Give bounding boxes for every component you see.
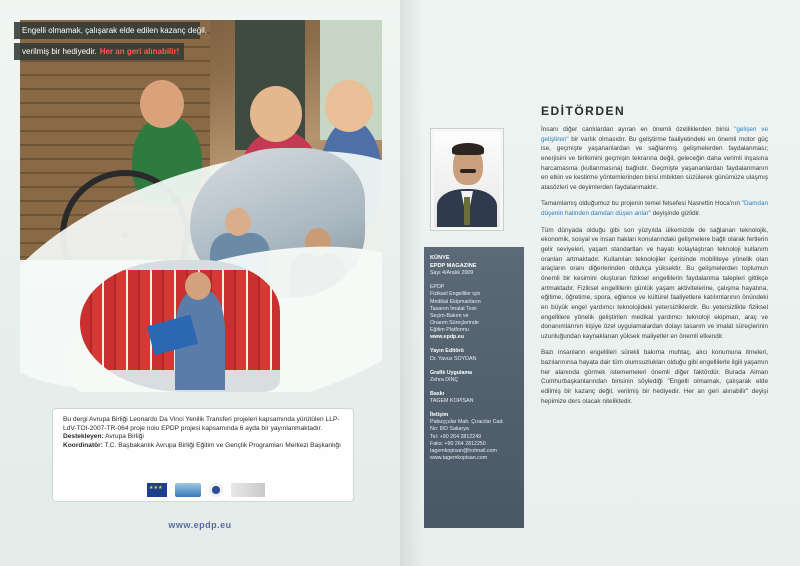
ua-logo [209,483,223,497]
right-page [400,0,800,566]
print-block [430,391,518,405]
coordinator-label: Koordinatör: [63,442,103,450]
supporter-line [63,433,343,442]
portrait-mustache [460,169,476,173]
contact-line: Tel: +90 264 2812249 [430,433,482,440]
photo-collage [20,20,382,392]
worker-head [185,272,211,300]
slogan-accent: Her an geri alınabilir! [99,47,180,56]
article-paragraph-2 [541,199,768,218]
editor-portrait [430,128,504,231]
supporter-label: Destekleyen: [63,433,104,441]
article-highlight: "Damdan düşenin halinden damdan düşen anlar" [541,200,769,218]
masthead-panel [424,247,524,528]
editor-label: Yayın Editörü [430,348,464,355]
platform-line: Medikal Ekipmanların [430,298,481,305]
supporter-value: Avrupa Birliği [105,433,144,441]
masthead-header [430,255,518,277]
office-person-head [225,208,251,236]
article-paragraph-4: Bazı insanların engellileri sürekli bakıma muhtaç, alıcı konumuna itmeleri, bazılarınınsa hayata dair tüm olumsuzlukları olduğu gibi engellilerle ilgili yaşamın her alanında görmek istememeleri önemli diğer faktördür. Burada Alman Cumhurbaşkanlarından birisinin söylediği "Engelli olmamak, çalışarak elde edilmiş bir kazanç değil, verilmiş bir hediyedir. Her an geri alınabilir" deyişi hepimize ders olacak niteliktedir. [541,349,768,405]
contact-line: Pabuççular Mah. Çıracılar Cad. [430,419,504,426]
platform-line: EPDP [430,284,445,291]
slogan [14,22,207,64]
magazine-name: EPDP MAGAZINE [430,262,477,269]
contact-website[interactable]: www.tagemkopisan.com [430,455,488,462]
graphic-label: Grafik Uygulama [430,369,473,376]
coordinator-value: T.C. Başbakanlık Avrupa Birliği Eğitim ve Gençlik Programları Merkezi Başkanlığı [104,442,341,450]
portrait-hair [452,143,484,155]
project-info-box [52,408,354,502]
girl-head [250,86,302,142]
platform-line: Onarım Süreçlerinde [430,319,479,326]
slogan-line-1: Engelli olmamak, çalışarak elde edilen kazanç değil, [14,22,200,39]
graphic-block [430,370,518,384]
portrait-tie [464,197,470,225]
print-name: TAGEM KOPİSAN [430,398,474,405]
education-youth-logo [175,483,201,497]
masthead-heading: KÜNYE [430,255,450,261]
platform-line: Eğitim Platformu [430,327,469,334]
platform-line: Tasarım İmalat Test- [430,305,478,312]
boy-head [140,80,184,128]
page-gutter [400,0,424,566]
platform-line: Seçim-Bakım ve [430,312,469,319]
platform-line: Fiziksel Engelliler için [430,291,481,298]
article-text: bir varlık olmasıdır. Bu geliştirme faaliyetindeki en önemli motor güç ise, geçmişte yaşananlardan ve sağlanmış gelişmelerden faydalanması; enerjisini ve birikimini geçmişin tekrarına değil, geleceğin daha verimli inşasına harcamasına (kullanmasına) bağlıdır. Geçmişte yaşananlardan faydalanmanın en etkin ve kestirme yöntemlerinden birisi imbikten süzülerek günümüze ulaşmış atasözleri ve deyimlerden faydalanmaktır. [541,135,768,191]
coordinator-line [63,442,343,451]
page-title: EDİTÖRDEN [541,104,626,118]
website-link[interactable]: www.epdp.eu [168,520,232,530]
article-paragraph-1 [541,125,768,192]
issue-info: Sayı 4/Aralık 2009 [430,270,474,277]
article-text: deyişinde gizlidir. [652,210,701,218]
girl-head-2 [325,80,373,132]
slogan-text: verilmiş bir hediyedir. [22,47,97,56]
article-highlight: "gelişen ve geliştiren" [541,126,769,143]
contact-block [430,412,518,462]
eu-flag-icon [147,483,167,497]
editor-block [430,348,518,362]
article-text: İnsanı diğer canlılardan ayıran en önemli özelliklerden birisi [541,126,730,133]
graphic-name: Zehra DİNÇ [430,376,459,383]
center-logo [231,483,265,497]
platform-block [430,284,518,341]
sponsor-logos [147,483,265,497]
contact-line: Faks: +90 264 2812250 [430,440,486,447]
editor-name: Dr. Yavuz SOYDAN [430,355,477,362]
slogan-line-2 [14,43,184,60]
contact-email[interactable]: tagemkopisan@hotmail.com [430,447,497,454]
article-paragraph-3: Tüm dünyada olduğu gibi son yüzyılda ülkemizde de sağlanan teknolojik, ekonomik, sosyal ve insan hakları konularındaki gelişmelere bağlı olarak fertlerin gelir seviyeleri, yaşam standartları ve hayatı kolaylaştıran teknoloji kullanım oranları artmaktadır. Kullanılan teknolojiler içerisinde mobiliteye yönelik olan araçların oranı diğerlerinden oldukça yüksektir. Bu gelişmelerden toplumun önemli bir kesimini oluşturan fiziksel engellilerin faydalanma talepleri gittikçe artmaktadır. Fiziksel engellilerin günlük yaşam aktivitelerine, çalışma hayatına, eğitime, öğretime, spora, eğlence ve kültürel faaliyetlere katılımlarının önündeki en büyük engel yardımcı teknolojideki yetersizliklerdir. Bu yetersizlikte fiziksel engellilere yönelik geliştirilen medikal yardımcı teknoloji ekipman, araç ve donanımlarının kişiye özel uygulamalardan dolayı tasarım ve imalat süreçlerinin uzunluğundan kaynaklanan yüksek maliyetler en önemli etkendir. [541,226,768,340]
contact-line: No: 8/D Sakarya [430,426,469,433]
print-label: Baskı [430,390,445,397]
editorial-article [541,125,768,413]
platform-url[interactable]: www.epdp.eu [430,334,464,341]
article-text: Tamamlamış olduğumuz bu projenin temel felsefesi Nasrettin Hoca'nın [541,200,740,208]
contact-label: İletişim [430,412,449,419]
project-info-paragraph: Bu dergi Avrupa Birliği Leonardo Da Vinci Yenilik Transferi projeleri kapsamında yürütülen LLP-LdV-TOI-2007-TR-064 proje nolu EPDP projesi kapsamında 6 ayda bir yayınlanmaktadır. [63,416,340,432]
